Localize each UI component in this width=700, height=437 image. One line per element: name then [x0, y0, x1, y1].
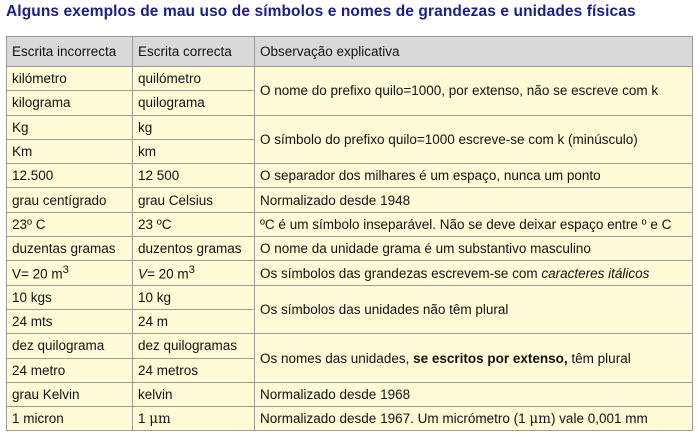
table-row	[7, 237, 693, 261]
table-row	[7, 212, 693, 236]
cell-explanation: O nome do prefixo quilo=1000, por extenso, não se escreve com k	[255, 67, 693, 116]
units-table	[6, 36, 692, 431]
cell-incorrect	[7, 261, 133, 285]
table-row	[7, 261, 693, 285]
table-row	[7, 285, 693, 309]
volume-expression: = 20 m	[147, 266, 189, 282]
cell-correct: 24 metros	[133, 358, 255, 382]
cell-correct: km	[133, 139, 255, 163]
cell-correct: 10 kg	[133, 285, 255, 309]
cell-explanation: Normalizado desde 1948	[255, 188, 693, 212]
table-row	[7, 188, 693, 212]
table-row	[7, 67, 693, 91]
cell-incorrect: grau Kelvin	[7, 382, 133, 406]
micrometre-symbol: μm	[529, 410, 551, 427]
micron-number: 1	[138, 410, 150, 426]
header-correct: Escrita correcta	[133, 37, 255, 67]
cell-incorrect: Km	[7, 139, 133, 163]
table-row	[7, 382, 693, 406]
cell-explanation: O separador dos milhares é um espaço, nunca um ponto	[255, 164, 693, 188]
table-header-row	[7, 37, 693, 67]
page-title: Alguns exemplos de mau uso de símbolos e nomes de grandezas e unidades físicas	[6, 3, 636, 20]
header-explanation: Observação explicativa	[255, 37, 693, 67]
cell-explanation: Normalizado desde 1968	[255, 382, 693, 406]
cell-correct: duzentos gramas	[133, 237, 255, 261]
cell-correct: 12 500	[133, 164, 255, 188]
cell-incorrect: grau centígrado	[7, 188, 133, 212]
cell-incorrect: 12.500	[7, 164, 133, 188]
table-row	[7, 334, 693, 358]
cell-incorrect: 23º C	[7, 212, 133, 236]
cell-incorrect: 10 kgs	[7, 285, 133, 309]
cell-explanation	[255, 407, 693, 431]
volume-expression: V= 20 m	[12, 266, 63, 282]
cell-incorrect: dez quilograma	[7, 334, 133, 358]
explanation-text: Os símbolos das grandezas escrevem-se com	[260, 265, 542, 281]
cell-incorrect: kilómetro	[7, 67, 133, 91]
explanation-text: têm plural	[567, 350, 631, 366]
header-incorrect: Escrita incorrecta	[7, 37, 133, 67]
italic-emphasis: caracteres itálicos	[541, 265, 650, 281]
cell-correct: kg	[133, 115, 255, 139]
cell-correct: 24 m	[133, 309, 255, 333]
cell-incorrect: duzentas gramas	[7, 237, 133, 261]
cell-incorrect: 24 mts	[7, 309, 133, 333]
cell-explanation: O símbolo do prefixo quilo=1000 escreve-se com k (minúsculo)	[255, 115, 693, 164]
cell-explanation: Os símbolos das unidades não têm plural	[255, 285, 693, 334]
cell-incorrect: kilograma	[7, 91, 133, 115]
cell-explanation: ºC é um símbolo inseparável. Não se deve deixar espaço entre º e C	[255, 212, 693, 236]
explanation-text: Os nomes das unidades,	[260, 350, 414, 366]
cell-correct	[133, 407, 255, 431]
cell-incorrect: 24 metro	[7, 358, 133, 382]
cell-correct: grau Celsius	[133, 188, 255, 212]
italic-variable: V	[138, 266, 148, 282]
cell-incorrect: Kg	[7, 115, 133, 139]
superscript-exponent: 3	[188, 264, 195, 277]
cell-explanation: O nome da unidade grama é um substantivo masculino	[255, 237, 693, 261]
cell-explanation	[255, 334, 693, 383]
bold-emphasis: se escritos por extenso,	[413, 350, 568, 366]
superscript-exponent: 3	[62, 264, 69, 277]
explanation-text: ) vale 0,001 mm	[550, 410, 648, 426]
table-row	[7, 407, 693, 431]
micrometre-symbol: μm	[149, 410, 171, 427]
cell-incorrect: 1 micron	[7, 407, 133, 431]
cell-explanation	[255, 261, 693, 285]
cell-correct: 23 ºC	[133, 212, 255, 236]
cell-correct: quilómetro	[133, 67, 255, 91]
cell-correct: quilograma	[133, 91, 255, 115]
cell-correct: kelvin	[133, 382, 255, 406]
table-row	[7, 164, 693, 188]
cell-correct: dez quilogramas	[133, 334, 255, 358]
cell-correct	[133, 261, 255, 285]
table-row	[7, 115, 693, 139]
explanation-text: Normalizado desde 1967. Um micrómetro (1	[260, 410, 530, 426]
